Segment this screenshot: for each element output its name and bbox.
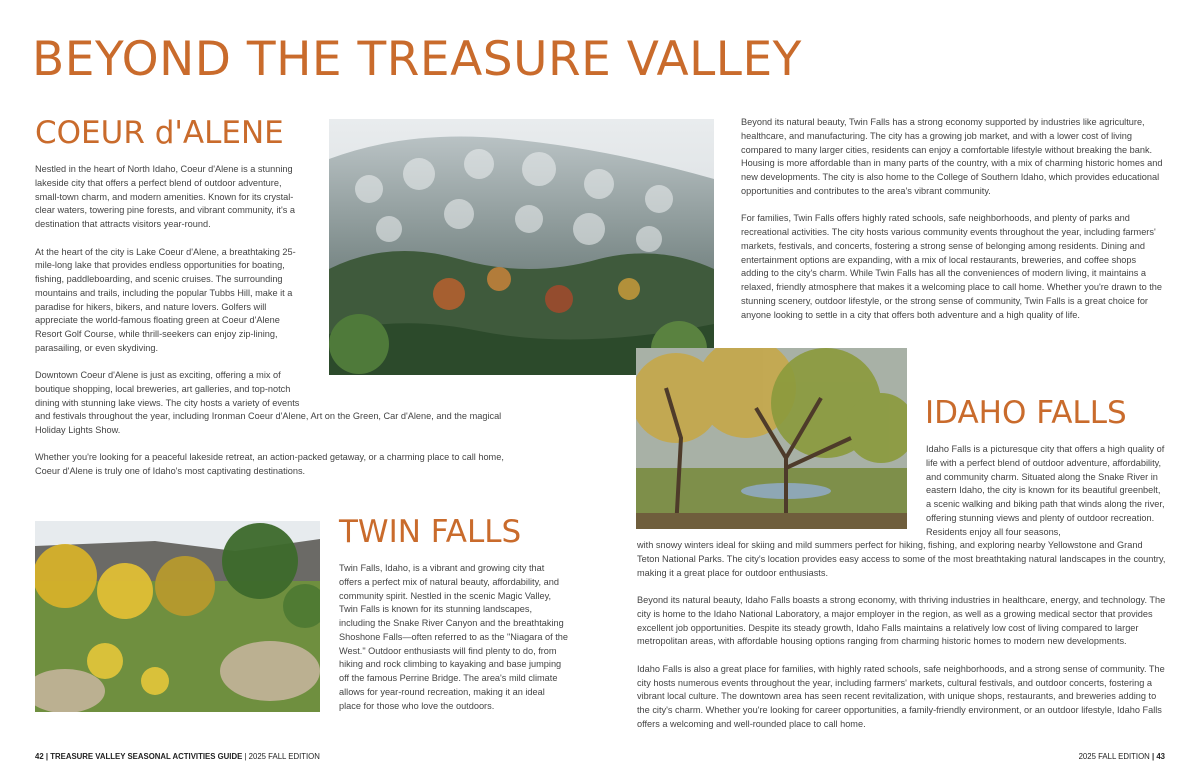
coeur-paragraph-1: Nestled in the heart of North Idaho, Coeur d'Alene is a stunning lakeside city that offers a perfect blend of outdoor adventure, small-town charm, and modern amenities. Known for its crystal-clear waters, towering pine forests, and vibrant community, it's a destination that attracts visitors year-round.	[35, 164, 295, 229]
coeur-paragraph-2: At the heart of the city is Lake Coeur d'Alene, a breathtaking 25-mile-long lake that provides endless opportunities for boating, fishing, paddleboarding, and scenic cruises. The surrounding mountains and trails, including the popular Tubbs Hill, make it a paradise for hikers, bikers, and nature lovers. Golfers will appreciate the world-famous floating green at Coeur d'Alene Resort Golf Course, while thrill-seekers can enjoy zip-lining, parasailing, or even skydiving.	[35, 246, 296, 353]
twin-paragraph-2: Beyond its natural beauty, Twin Falls has a strong economy supported by industries like agriculture, healthcare, and manufacturing. The city has a growing job market, and with a lower cost of living compared to many larger cities, residents can enjoy a comfortable lifestyle without breaking the bank. Housing is more affordable than in many parts of the country, with a mix of charming historic homes and new developments. The city is also home to the College of Southern Idaho, which provides educational opportunities and contributes to the area's vibrant community.	[741, 117, 1163, 196]
coeur-paragraph-3a: Downtown Coeur d'Alene is just as exciting, offering a mix of boutique shopping, local breweries, art galleries, and top-notch dining with stunning lake views. The city hosts a variety of events	[35, 370, 300, 408]
twin-paragraph-3: For families, Twin Falls offers highly rated schools, safe neighborhoods, and plenty of parks and recreational activities. The city hosts various community events throughout the year, including farmers' markets, festivals, and concerts, fostering a strong sense of belonging among residents. Dining and entertainment options are expanding, with a mix of local restaurants, breweries, and coffee shops adding to the city's charm. While Twin Falls has all the conveniences of modern living, it maintains a relaxed, friendly atmosphere that makes it a welcoming place to call home. Whether you're drawn to the stunning scenery, outdoor lifestyle, or the strong sense of community, Twin Falls is a great choice for anyone looking to settle in a city that offers both adventure and a high quality of life.	[741, 213, 1163, 320]
twin-falls-title: TWIN FALLS	[339, 514, 522, 550]
idaho-falls-title: IDAHO FALLS	[925, 395, 1127, 431]
footer-left-edition: | 2025 FALL EDITION	[244, 752, 320, 761]
coeur-dalene-title: COEUR d'ALENE	[35, 115, 284, 151]
footer-guide-title: TREASURE VALLEY SEASONAL ACTIVITIES GUIDE	[50, 752, 243, 761]
twin-falls-body-continued	[741, 116, 1165, 322]
idaho-falls-body-narrow	[926, 443, 1166, 539]
twin-falls-body	[339, 562, 569, 713]
footer-right-separator: |	[1151, 752, 1155, 761]
coeur-dalene-body	[35, 163, 307, 411]
footer-right-page-number: 43	[1156, 752, 1165, 761]
page-title: BEYOND THE TREASURE VALLEY	[32, 32, 802, 87]
footer-left	[35, 752, 320, 761]
snowy-forest-photo	[329, 119, 714, 375]
twin-paragraph-1: Twin Falls, Idaho, is a vibrant and growing city that offers a perfect mix of natural beauty, affordability, and community spirit. Nestled in the scenic Magic Valley, Twin Falls is known for its stunning landscapes, including the Snake River Canyon and the breathtaking Shoshone Falls—often referred to as the "Niagara of the West." Outdoor enthusiasts will find plenty to do, from hiking and rock climbing to kayaking and base jumping off the famous Perrine Bridge. The area's mild climate allows for year-round recreation, making it an ideal place for those who love the outdoors.	[339, 563, 568, 711]
footer-left-page-number: 42	[35, 752, 44, 761]
idaho-paragraph-1a: Idaho Falls is a picturesque city that offers a high quality of life with a perfect blend of outdoor adventure, affordability, and community charm. Situated along the Snake River in eastern Idaho, the city is known for its beautiful greenbelt, a scenic walking and biking path that winds along the river, offering stunning views and plenty of outdoor recreation. Residents enjoy all four seasons,	[926, 444, 1165, 537]
autumn-park-photo	[636, 348, 907, 529]
idaho-paragraph-2: Beyond its natural beauty, Idaho Falls boasts a strong economy, with thriving industries in healthcare, energy, and technology. The city is home to the Idaho National Laboratory, a major employer in the region, as well as a growing medical sector that provides excellent job opportunities. Despite its steady growth, Idaho Falls maintains a relatively low cost of living compared to larger metropolitan areas, with affordable housing options ranging from charming historic homes to modern new developments.	[637, 595, 1166, 647]
coeur-paragraph-4: Whether you're looking for a peaceful lakeside retreat, an action-packed getaway, or a charming place to call home, Coeur d'Alene is truly one of Idaho's most captivating destinations.	[35, 452, 504, 476]
footer-right-edition: 2025 FALL EDITION	[1078, 752, 1150, 761]
footer-left-separator: |	[45, 752, 49, 761]
canyon-orchard-photo	[35, 521, 320, 712]
idaho-falls-body-wide	[637, 539, 1167, 732]
idaho-paragraph-1b: with snowy winters ideal for skiing and mild summers perfect for hiking, fishing, and exploring nearby Yellowstone and Grand Teton National Parks. The city's location provides easy access to some of the most breathtaking natural landscapes in the country, making it a great place for outdoor enthusiasts.	[637, 540, 1166, 578]
coeur-paragraph-3b: and festivals throughout the year, including Ironman Coeur d'Alene, Art on the Green, Car d'Alene, and the magical Holiday Lights Show.	[35, 411, 502, 435]
idaho-paragraph-3: Idaho Falls is also a great place for families, with highly rated schools, safe neighborhoods, and a strong sense of community. The city hosts numerous events throughout the year, including farmers' markets, cultural festivals, and outdoor concerts, fostering a vibrant local culture. The downtown area has seen recent revitalization, with unique shops, restaurants, and breweries adding to the city's charm. Whether you're looking for career opportunities, a family-friendly environment, or an outdoor lifestyle, Idaho Falls offers a welcoming and well-rounded place to call home.	[637, 663, 1165, 729]
footer-right	[1079, 752, 1165, 761]
coeur-dalene-body-wide	[35, 410, 513, 479]
